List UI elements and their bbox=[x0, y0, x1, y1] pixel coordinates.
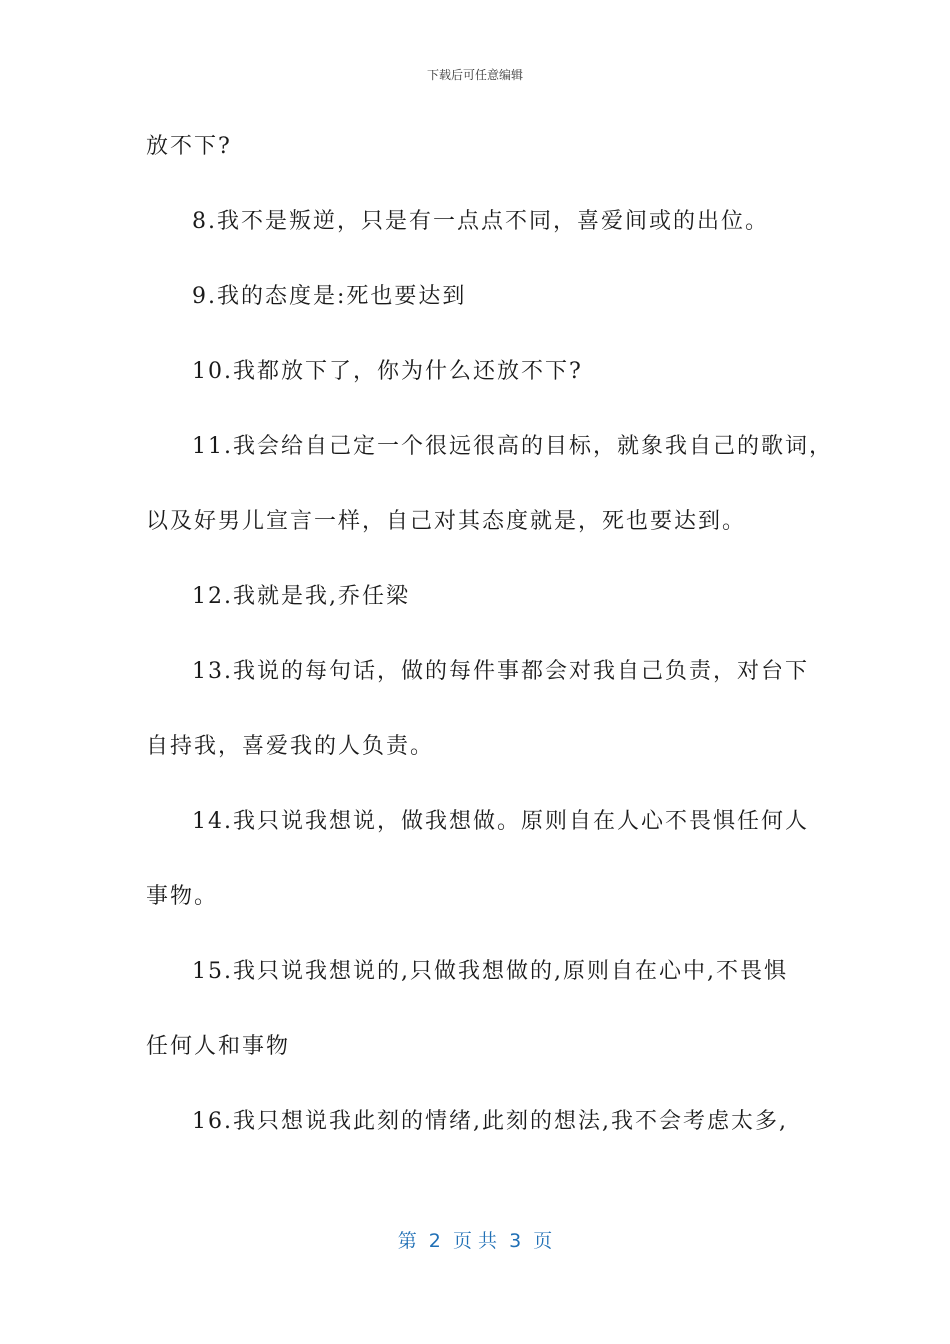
text-line: 14.我只说我想说，做我想做。原则自在人心不畏惧任何人 bbox=[192, 809, 809, 834]
text-line: 16.我只想说我此刻的情绪,此刻的想法,我不会考虑太多, bbox=[192, 1109, 788, 1134]
text-line: 9.我的态度是:死也要达到 bbox=[192, 284, 467, 309]
text-line: 12.我就是我,乔任梁 bbox=[192, 584, 410, 609]
page-header: 下载后可任意编辑 bbox=[426, 68, 523, 82]
text-line: 放不下? bbox=[146, 134, 232, 159]
text-line: 任何人和事物 bbox=[146, 1034, 291, 1059]
text-line: 15.我只说我想说的,只做我想做的,原则自在心中,不畏惧 bbox=[192, 959, 788, 984]
text-line: 8.我不是叛逆，只是有一点点不同，喜爱间或的出位。 bbox=[192, 209, 769, 234]
text-line: 以及好男儿宣言一样，自己对其态度就是，死也要达到。 bbox=[146, 509, 747, 534]
text-line: 自持我，喜爱我的人负责。 bbox=[146, 734, 435, 759]
document-body bbox=[146, 128, 833, 1178]
page-number: 第 2 页 共 3 页 bbox=[397, 1230, 553, 1252]
text-line: 事物。 bbox=[146, 884, 219, 909]
text-line: 10.我都放下了，你为什么还放不下? bbox=[192, 359, 583, 384]
text-line: 13.我说的每句话，做的每件事都会对我自己负责，对台下 bbox=[192, 659, 809, 684]
text-line: 11.我会给自己定一个很远很高的目标，就象我自己的歌词， bbox=[192, 434, 833, 459]
